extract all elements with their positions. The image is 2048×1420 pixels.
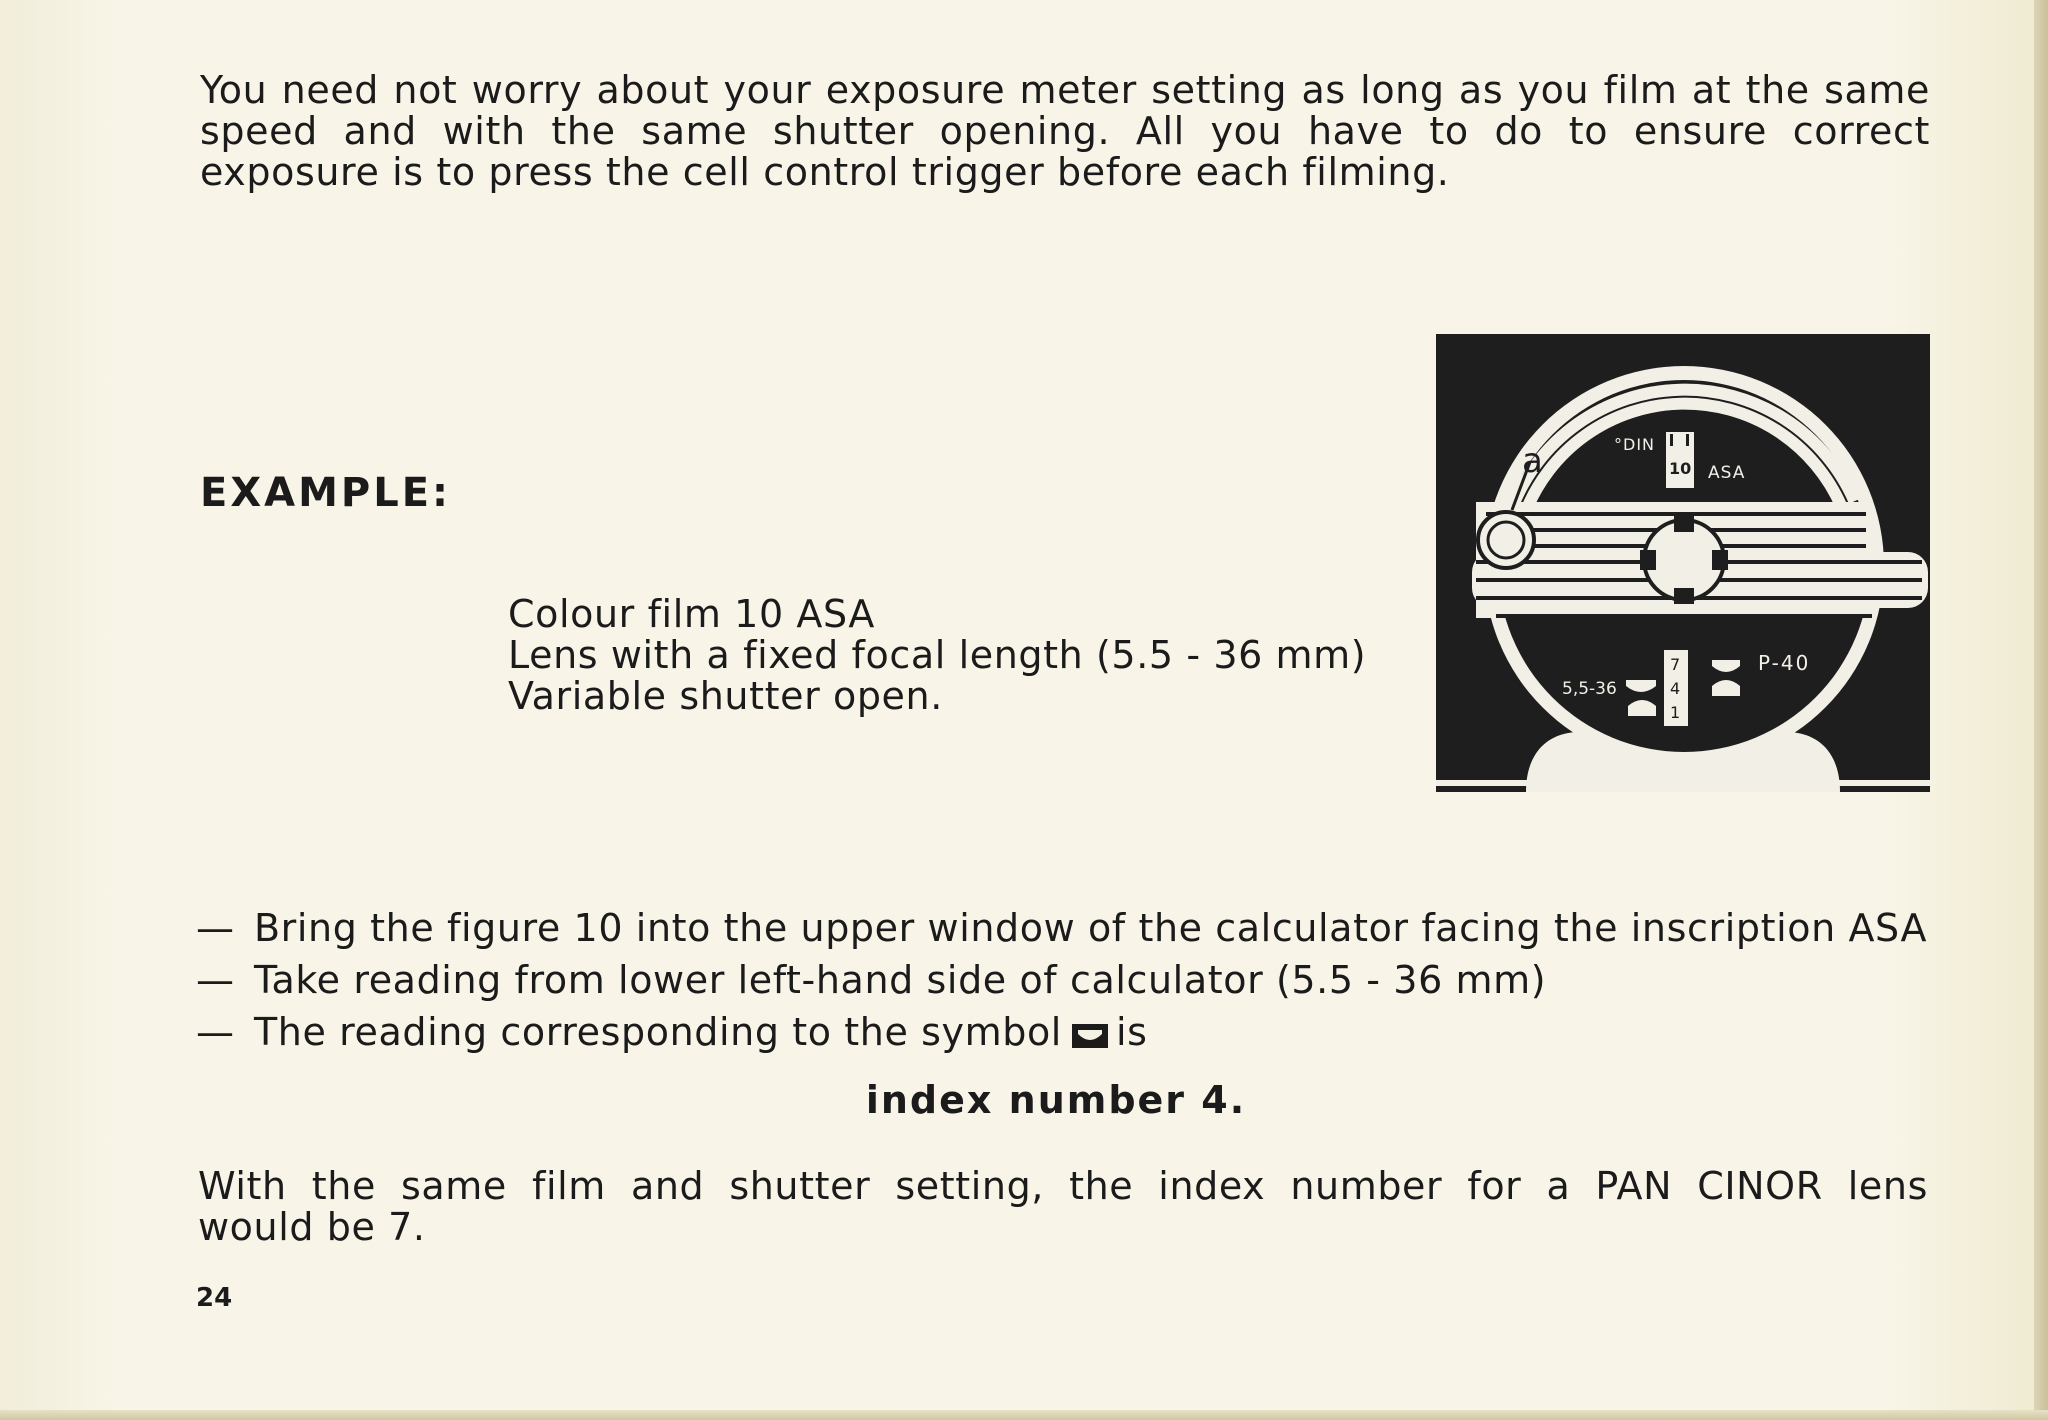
hub-notch [1674, 516, 1694, 532]
shutter-symbol-icon [1072, 1024, 1108, 1048]
example-line: Colour film 10 ASA [508, 592, 876, 636]
lens-range-label: 5,5-36 [1562, 679, 1617, 699]
window-tick [1670, 434, 1673, 446]
exposure-calculator-figure [1436, 334, 1930, 792]
index-value: 1 [1670, 703, 1681, 722]
calculator-illustration [1436, 334, 1930, 792]
hub-notch [1712, 550, 1728, 570]
result-text: index number 4. [865, 1078, 1247, 1122]
din-label: °DIN [1614, 435, 1656, 454]
example-heading: EXAMPLE: [200, 470, 452, 516]
intro-line: exposure is to press the cell control trigger before each filming. [200, 150, 1450, 194]
intro-line: You need not worry about your exposure meter setting as long as you film at the same [200, 68, 1930, 112]
asa-label: ASA [1708, 463, 1746, 483]
instruction-text: Take reading from lower left-hand side of calculator (5.5 - 36 mm) [254, 958, 1547, 1002]
closing-paragraph [198, 1166, 1928, 1248]
instruction-item [196, 902, 1936, 954]
example-line: Variable shutter open. [508, 674, 943, 718]
example-details [508, 594, 1408, 717]
din-value: 10 [1669, 459, 1692, 478]
instruction-item [196, 954, 1936, 1006]
hub-notch [1674, 588, 1694, 604]
closing-line: would be 7. [198, 1205, 426, 1249]
closing-line: With the same film and shutter setting, the index number for a PAN CINOR lens [198, 1164, 1928, 1208]
ring-letter: a [1522, 441, 1543, 481]
instruction-text: The reading corresponding to the symbol [254, 1010, 1062, 1054]
instruction-text: is [1115, 1010, 1148, 1054]
index-value: 7 [1670, 655, 1681, 674]
instruction-text: Bring the figure 10 into the upper window of the calculator facing the inscription ASA [254, 906, 1928, 950]
intro-line: speed and with the same shutter opening. All you have to do to ensure correct [200, 109, 1930, 153]
dash: — [196, 906, 235, 950]
lens-label: P-40 [1758, 651, 1811, 675]
window-tick [1686, 434, 1689, 446]
dash: — [196, 1010, 235, 1054]
index-value: 4 [1670, 679, 1681, 698]
page-number: 24 [196, 1283, 233, 1313]
result-line [0, 1078, 2048, 1122]
intro-paragraph [200, 70, 1930, 193]
cell-trigger-button [1478, 512, 1534, 568]
instruction-list [196, 902, 1936, 1058]
base-line [1436, 780, 1930, 786]
hub-notch [1640, 550, 1656, 570]
example-line: Lens with a fixed focal length (5.5 - 36 mm) [508, 633, 1367, 677]
page-edge-right [2034, 0, 2048, 1420]
dash: — [196, 958, 235, 1002]
page-edge-bottom [0, 1410, 2048, 1420]
instruction-item [196, 1006, 1936, 1058]
